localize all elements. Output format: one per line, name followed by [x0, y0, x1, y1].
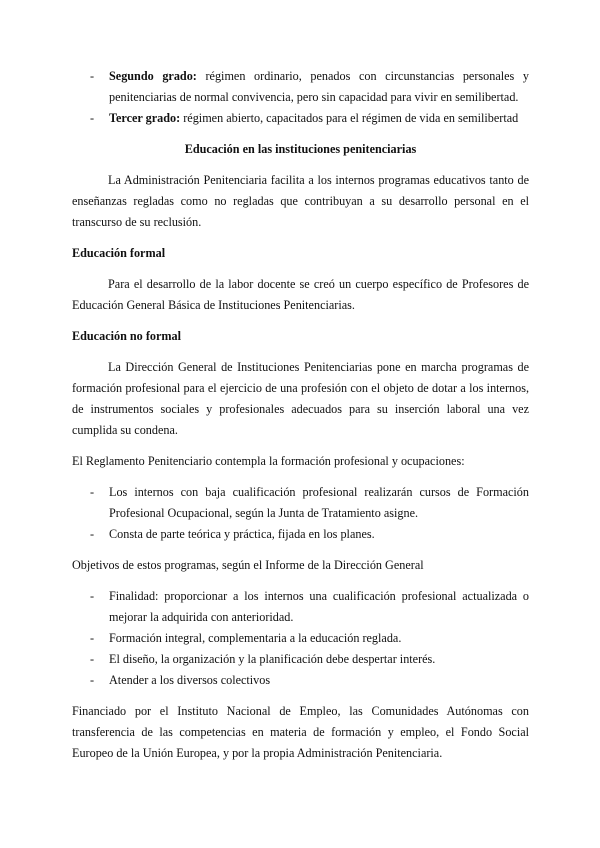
- grade-text: régimen abierto, capacitados para el régimen de vida en semilibertad: [180, 111, 519, 125]
- spacer: [72, 545, 529, 555]
- bullet-dash: -: [90, 631, 95, 645]
- reglamento-list: [72, 482, 529, 545]
- list-item-text: Formación integral, complementaria a la educación reglada.: [109, 631, 402, 645]
- list-item: [72, 66, 529, 108]
- bullet-dash: -: [90, 589, 95, 603]
- list-item-text: Los internos con baja cualificación profesional realizarán cursos de Formación Profesional Ocupacional, según la Junta de Tratamiento asigne.: [109, 485, 529, 520]
- bullet-dash: -: [90, 111, 95, 125]
- list-item: [72, 649, 529, 670]
- list-item-text: El diseño, la organización y la planificación debe despertar interés.: [109, 652, 436, 666]
- spacer: [72, 691, 529, 701]
- list-item-text: Finalidad: proporcionar a los internos una cualificación profesional actualizada o mejorar la adquirida con anterioridad.: [109, 589, 529, 624]
- list-item: [72, 482, 529, 524]
- formal-heading: Educación formal: [72, 246, 166, 260]
- grades-list: [72, 66, 529, 129]
- spacer: [72, 472, 529, 482]
- grade-term: Segundo grado:: [109, 69, 197, 83]
- list-item-text: Atender a los diversos colectivos: [109, 673, 271, 687]
- financing-paragraph: Financiado por el Instituto Nacional de Empleo, las Comunidades Autónomas con transferencia de las competencias en materia de formación y empleo, el Fondo Social Europeo de la Unión Europea, y por la propia Administración Penitenciaria.: [72, 704, 529, 760]
- section-title: Educación en las instituciones penitenciarias: [184, 142, 417, 156]
- formal-paragraph: Para el desarrollo de la labor docente se creó un cuerpo específico de Profesores de Educación General Básica de Instituciones Penitenciarias.: [72, 277, 529, 312]
- bullet-dash: -: [90, 485, 95, 499]
- bullet-dash: -: [90, 673, 95, 687]
- spacer: [72, 316, 529, 326]
- spacer: [72, 264, 529, 274]
- non-formal-paragraph: La Dirección General de Instituciones Penitenciarias pone en marcha programas de formación profesional para el ejercicio de una profesión con el objeto de dotar a los internos, de instrumentos sociales y profesionales adecuados para su inserción laboral una vez cumplida su condena.: [72, 360, 529, 437]
- bullet-dash: -: [90, 527, 95, 541]
- spacer: [72, 233, 529, 243]
- list-item-text: Consta de parte teórica y práctica, fijada en los planes.: [109, 527, 375, 541]
- reglamento-intro: El Reglamento Penitenciario contempla la formación profesional y ocupaciones:: [72, 454, 465, 468]
- list-item: [72, 524, 529, 545]
- spacer: [72, 160, 529, 170]
- list-item: [72, 628, 529, 649]
- intro-paragraph: La Administración Penitenciaria facilita a los internos programas educativos tanto de enseñanzas regladas como no regladas que contribuyan a su desarrollo personal en el transcurso de su reclusión.: [72, 173, 529, 229]
- list-item: [72, 670, 529, 691]
- bullet-dash: -: [90, 652, 95, 666]
- non-formal-heading: Educación no formal: [72, 329, 182, 343]
- spacer: [72, 441, 529, 451]
- list-item: [72, 108, 529, 129]
- objetivos-list: [72, 586, 529, 691]
- grade-term: Tercer grado:: [109, 111, 181, 125]
- objetivos-intro: Objetivos de estos programas, según el Informe de la Dirección General: [72, 558, 424, 572]
- grade-text: régimen ordinario, penados con circunstancias personales y penitenciarias de normal convivencia, pero sin capacidad para vivir en semilibertad.: [109, 69, 529, 104]
- spacer: [72, 576, 529, 586]
- list-item: [72, 586, 529, 628]
- bullet-dash: -: [90, 69, 95, 83]
- spacer: [72, 347, 529, 357]
- spacer: [72, 129, 529, 139]
- page-content: [72, 66, 529, 764]
